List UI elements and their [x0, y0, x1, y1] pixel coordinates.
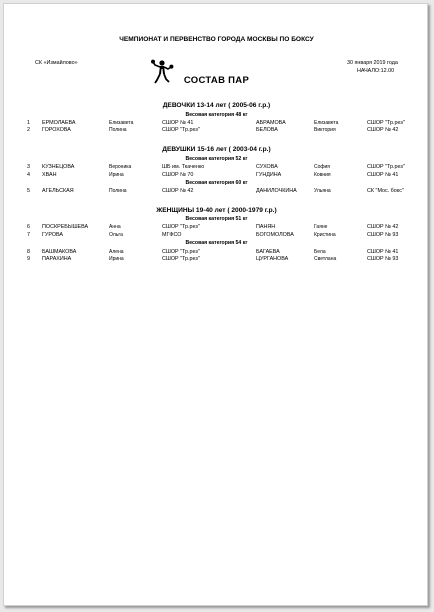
- boxer-a-club: МГФСО: [162, 232, 182, 238]
- boxer-b-surname: ЦУРГАНОВА: [256, 256, 289, 262]
- boxer-b-name: Светлана: [314, 256, 337, 262]
- boxer-b-club: СК "Мос. бокс": [367, 188, 404, 194]
- boxer-b-name: Кристина: [314, 232, 336, 238]
- boxer-a-surname: ХВАН: [42, 172, 57, 178]
- boxer-a-club: СШОР "Тр.рез": [162, 127, 200, 133]
- boxer-a-name: Ирина: [109, 172, 124, 178]
- pair-row: [4, 224, 429, 232]
- boxer-b-club: СШОР "Тр.рез": [367, 164, 405, 170]
- boxer-a-surname: ПАРАХИНА: [42, 256, 72, 262]
- boxer-a-name: Ольга: [109, 232, 123, 238]
- boxer-b-surname: БЕЛОВА: [256, 127, 278, 133]
- document-title: ЧЕМПИОНАТ И ПЕРВЕНСТВО ГОРОДА МОСКВЫ ПО БОКСУ: [119, 36, 314, 43]
- boxer-a-name: Полина: [109, 188, 127, 194]
- boxer-b-name: София: [314, 164, 331, 170]
- boxer-b-surname: АБРАМОВА: [256, 120, 286, 126]
- boxer-b-name: Елизавета: [314, 120, 339, 126]
- weight-category: Весовая категория 51 кг: [185, 216, 248, 222]
- boxer-a-surname: ПОСКРЕБЫШЕВА: [42, 224, 89, 230]
- pair-row: [4, 172, 429, 180]
- boxer-b-name: Бела: [314, 249, 326, 255]
- boxer-b-surname: БОГОМОЛОВА: [256, 232, 294, 238]
- boxer-a-name: Вероника: [109, 164, 132, 170]
- section-title: ЖЕНЩИНЫ 19-40 лет ( 2000-1979 г.р.): [156, 207, 277, 214]
- pair-number: 3: [27, 164, 30, 170]
- boxer-b-club: СШОР "Тр.рез": [367, 120, 405, 126]
- pair-row: [4, 188, 429, 196]
- boxer-b-club: СШОР № 41: [367, 249, 399, 255]
- boxer-a-name: Полина: [109, 127, 127, 133]
- boxer-b-surname: БАГАЕВА: [256, 249, 280, 255]
- pair-number: 9: [27, 256, 30, 262]
- boxer-b-club: СШОР № 93: [367, 232, 399, 238]
- boxer-a-name: Ирина: [109, 256, 124, 262]
- section-title: ДЕВОЧКИ 13-14 лет ( 2005-06 г.р.): [162, 102, 271, 109]
- start-time: НАЧАЛО:12.00: [357, 68, 395, 74]
- weight-category: Весовая категория 52 кг: [185, 156, 248, 162]
- boxer-a-name: Алена: [109, 249, 124, 255]
- boxer-a-club: СШОР "Тр.рез": [162, 256, 200, 262]
- section-title: ДЕВУШКИ 15-16 лет ( 2003-04 г.р.): [162, 146, 271, 153]
- boxer-a-surname: БАШМАКОВА: [42, 249, 77, 255]
- pair-row: [4, 256, 429, 264]
- boxer-b-name: Ковния: [314, 172, 331, 178]
- boxer-a-surname: АГЕЛЬСКАЯ: [42, 188, 74, 194]
- boxer-b-surname: ПАНЯН: [256, 224, 276, 230]
- pair-row: [4, 164, 429, 172]
- boxer-b-name: Виктория: [314, 127, 336, 133]
- pair-number: 8: [27, 249, 30, 255]
- pair-number: 5: [27, 188, 30, 194]
- weight-category: Весовая категория 54 кг: [185, 240, 248, 246]
- boxer-b-surname: ДАНИЛОЧКИНА: [256, 188, 297, 194]
- event-date: 30 января 2019 года: [347, 60, 398, 66]
- pair-number: 1: [27, 120, 30, 126]
- boxer-a-name: Анна: [109, 224, 121, 230]
- boxer-a-name: Елизавета: [109, 120, 134, 126]
- boxer-a-club: СШОР № 70: [162, 172, 194, 178]
- venue-label: СК «Измайлово»: [35, 60, 78, 66]
- boxer-a-surname: ЕРМОЛАЕВА: [42, 120, 76, 126]
- boxer-a-club: СШОР "Тр.рез": [162, 224, 200, 230]
- pair-number: 6: [27, 224, 30, 230]
- weight-category: Весовая категория 60 кг: [185, 180, 248, 186]
- boxer-b-name: Гаяне: [314, 224, 328, 230]
- weight-category: Весовая категория 48 кг: [185, 112, 248, 118]
- document-page: [3, 3, 428, 606]
- page-heading: СОСТАВ ПАР: [183, 75, 250, 86]
- boxer-b-club: СШОР № 93: [367, 256, 399, 262]
- boxer-a-surname: ГОРОХОВА: [42, 127, 71, 133]
- boxer-a-club: СШОР № 42: [162, 188, 194, 194]
- boxer-a-surname: КУЗНЕЦОВА: [42, 164, 75, 170]
- pair-row: [4, 232, 429, 240]
- pair-row: [4, 127, 429, 135]
- boxer-b-surname: СУХОВА: [256, 164, 278, 170]
- boxer-a-surname: ГУРОВА: [42, 232, 64, 238]
- boxer-b-club: СШОР № 42: [367, 127, 399, 133]
- boxer-b-name: Ульяна: [314, 188, 331, 194]
- boxer-b-club: СШОР № 42: [367, 224, 399, 230]
- boxer-a-club: СШОР "Тр.рез": [162, 249, 200, 255]
- boxer-a-club: ШБ им. Ткаченко: [162, 164, 205, 170]
- pair-number: 2: [27, 127, 30, 133]
- boxer-a-club: СШОР № 41: [162, 120, 194, 126]
- boxer-b-surname: ГУНДИНА: [256, 172, 282, 178]
- pair-number: 7: [27, 232, 30, 238]
- pair-number: 4: [27, 172, 30, 178]
- boxer-b-club: СШОР № 41: [367, 172, 399, 178]
